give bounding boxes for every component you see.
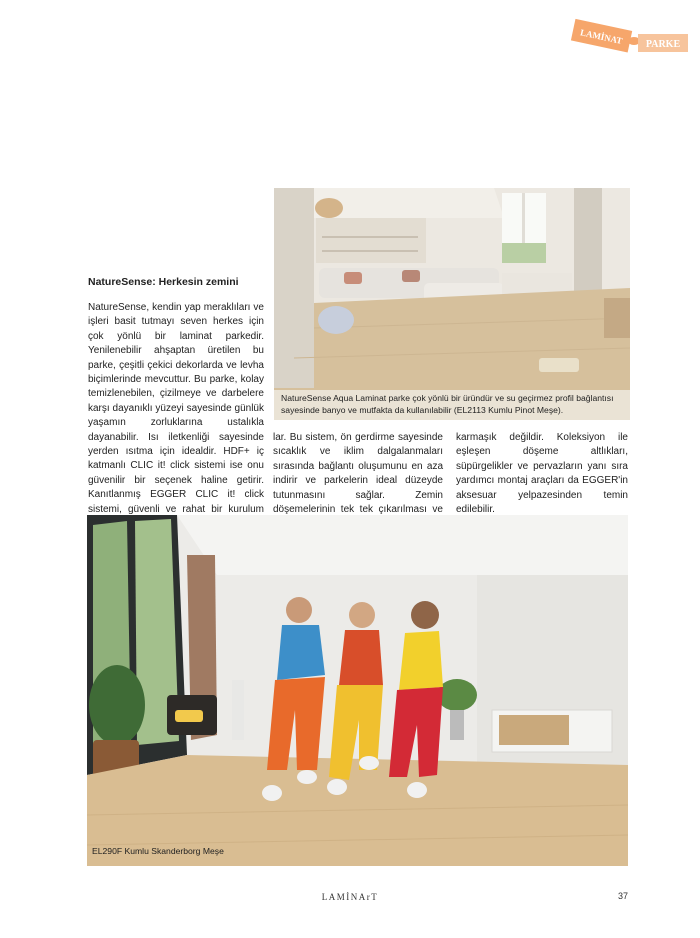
page-number: 37 bbox=[617, 891, 628, 901]
laminat-parke-logo bbox=[568, 14, 692, 62]
living-room-caption: NatureSense Aqua Laminat parke çok yönlü bir üründür ve su geçirmez profil bağlantısı sayesinde banyo ve mutfakta da kullanılabilir (EL2113 Kumlu Pinot Meşe). bbox=[274, 390, 630, 420]
footer-brand: LAMİNArT bbox=[321, 892, 379, 902]
logo-left-word: LAMİNAT bbox=[579, 27, 624, 47]
text-column-right: karmaşık değildir. Koleksiyon ile eşleşen döşeme altlıkları, süpürgelikler ve pervazların yanı sıra yardımcı montaj araçları da EGGER'in aksesuar yelpazesinden temin edilebilir. bbox=[456, 432, 628, 516]
dancing-women-photo bbox=[87, 515, 628, 866]
logo-graphic bbox=[568, 14, 692, 62]
text-column-left: NatureSense, kendin yap meraklıları ve işleri basit tutmayı seven herkes için çok yönlü bir laminat parkedir. Yenilenebilir ahşaptan üretilen bu parke, çeşitli çekici dekorlarda ve levha biçimlerinde mevcuttur. Bu parke, kolay temizlenebilen, çizilmeye ve darbelere karşı dayanıklı yüzeyi sayesinde günlük yaşamın zorluklarına ustalıkla dayanabilir. Isı iletkenliği sayesinde yerden ısıtma için idealdir. HDF+ iç katmanlı CLIC it! click sistemi ise onu güvenilir bir seçenek haline getirir. Kanıtlanmış EGGER CLIC it! click sistemi, güvenli ve rahat bir kurulum bbox=[88, 302, 264, 515]
living-room-photo bbox=[274, 188, 630, 420]
dancing-women-illustration bbox=[87, 515, 628, 866]
logo-right-word: PARKE bbox=[645, 39, 681, 50]
living-room-illustration bbox=[274, 188, 630, 420]
section-heading: NatureSense: Herkesin zemini bbox=[88, 276, 239, 288]
dancing-women-caption: EL290F Kumlu Skanderborg Meşe bbox=[92, 846, 224, 856]
text-column-middle: lar. Bu sistem, ön gerdirme sayesinde sıcaklık ve iklim dalgalanmaları sırasında bağlantı oluşumunu en aza indirir ve parkelerin ideal düzeyde tutunmasını sağlar. Zemin döşemelerinin tek tek çıkarılması ve bbox=[273, 432, 443, 516]
